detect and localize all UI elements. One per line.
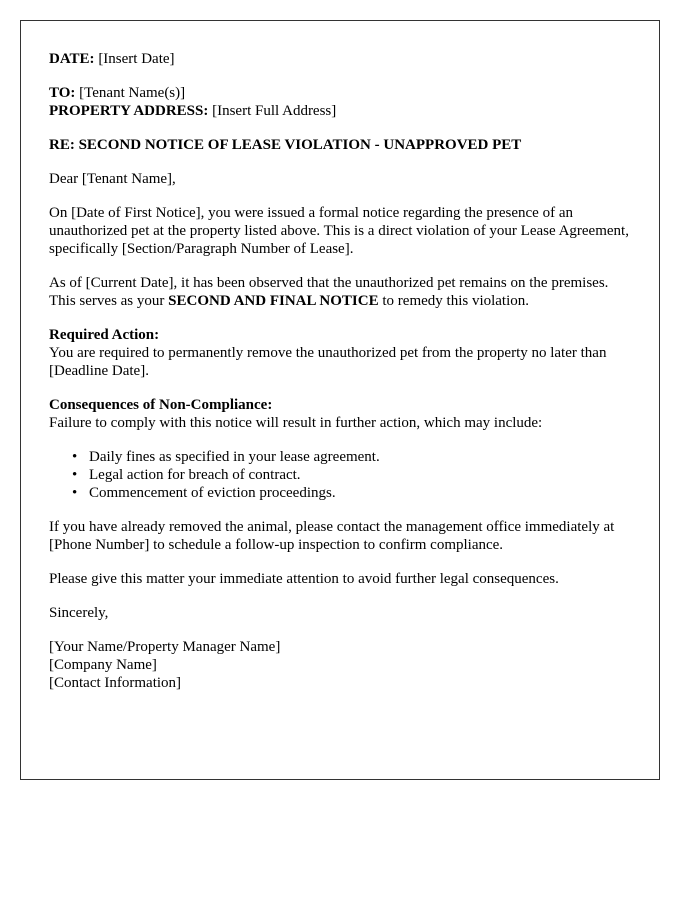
subject-line: RE: SECOND NOTICE OF LEASE VIOLATION - UNAPPROVED PET [49,137,522,153]
paragraph-current-status [49,274,631,310]
date-line [49,50,631,68]
list-item [72,466,631,484]
to-line [49,84,631,102]
property-address-value: [Insert Full Address] [212,103,337,119]
date-label: DATE: [49,51,95,67]
letter-document [20,20,660,780]
bullet-icon: • [72,485,78,501]
paragraph-current-status-after: to remedy this violation. [378,293,530,309]
consequences-list [49,448,631,502]
signature-block [49,638,631,692]
signature-company: [Company Name] [49,657,157,673]
date-value: [Insert Date] [98,51,175,67]
property-address-label: PROPERTY ADDRESS: [49,103,209,119]
paragraph-contact: If you have already removed the animal, please contact the management office immediately at [Phone Number] to schedule a follow-up inspection to confirm compliance. [49,519,615,553]
list-item [72,484,631,502]
required-action-text: You are required to permanently remove the unauthorized pet from the property no later than [Deadline Date]. [49,345,607,379]
salutation: Dear [Tenant Name], [49,171,176,187]
consequences-section [49,396,631,432]
list-item [72,448,631,466]
list-item-text: Daily fines as specified in your lease agreement. [89,449,380,465]
paragraph-first-notice: On [Date of First Notice], you were issued a formal notice regarding the presence of an unauthorized pet at the property listed above. This is a direct violation of your Lease Agreement, specifically [Section/Paragraph Number of Lease]. [49,205,629,257]
consequences-heading: Consequences of Non-Compliance: [49,397,273,413]
property-address-line [49,102,631,120]
recipient-block [49,84,631,120]
final-notice-emphasis: SECOND AND FINAL NOTICE [168,293,379,309]
required-action-section [49,326,631,380]
paragraph-attention: Please give this matter your immediate attention to avoid further legal consequences. [49,571,559,587]
to-value: [Tenant Name(s)] [79,85,186,101]
paragraph-current-status-before: As of [Current Date], it has been observed that the unauthorized pet remains on the premises. This serves as your [49,275,609,309]
bullet-icon: • [72,467,78,483]
signature-contact: [Contact Information] [49,675,182,691]
consequences-text: Failure to comply with this notice will result in further action, which may include: [49,415,543,431]
required-action-heading: Required Action: [49,327,160,343]
list-item-text: Commencement of eviction proceedings. [89,485,336,501]
closing: Sincerely, [49,605,109,621]
list-item-text: Legal action for breach of contract. [89,467,301,483]
bullet-icon: • [72,449,78,465]
signature-name: [Your Name/Property Manager Name] [49,639,281,655]
to-label: TO: [49,85,76,101]
